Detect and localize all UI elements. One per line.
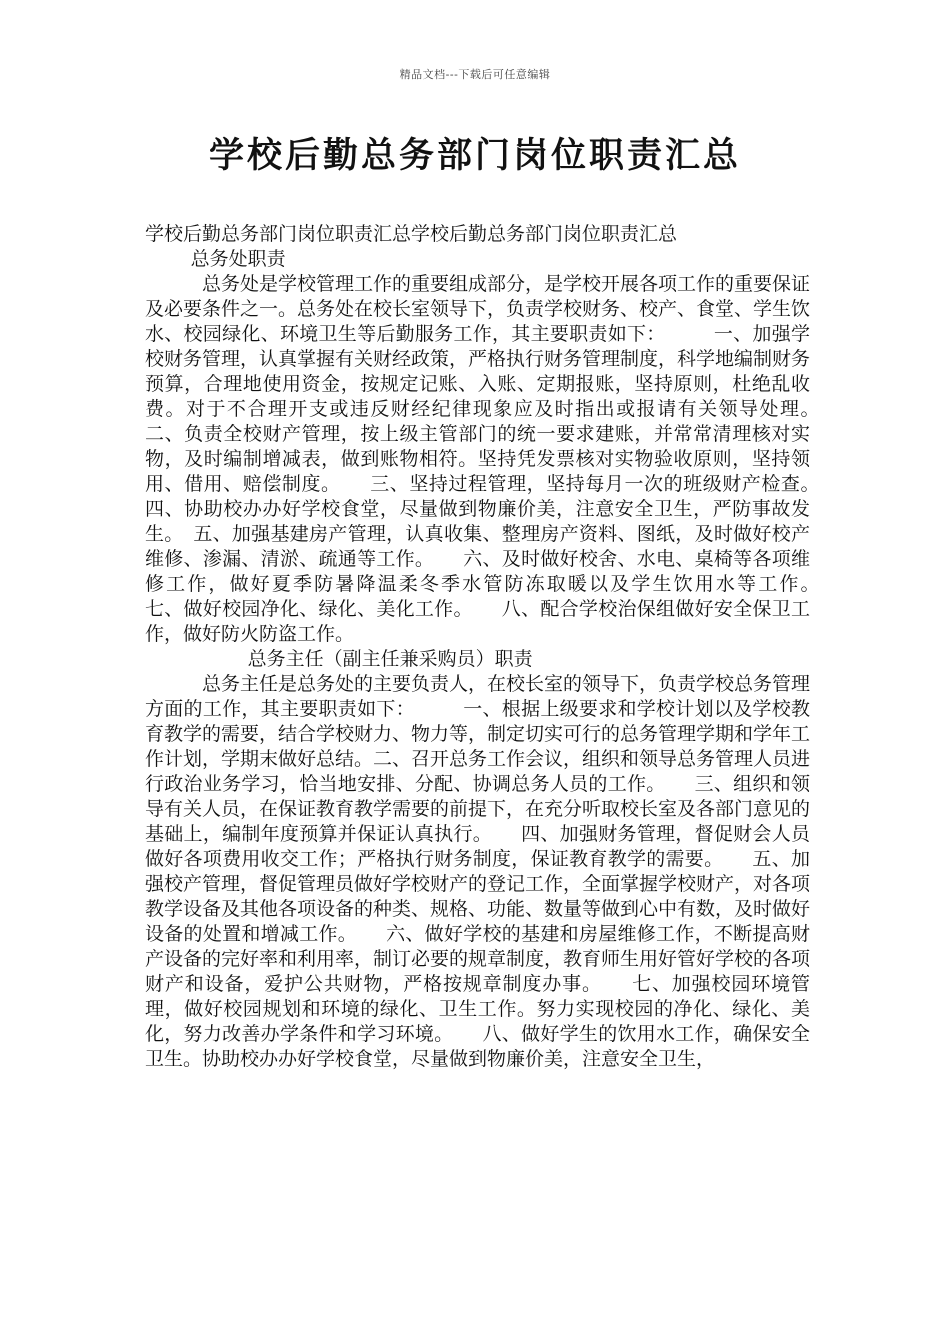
intro-line: 学校后勤总务部门岗位职责汇总学校后勤总务部门岗位职责汇总 bbox=[145, 223, 678, 245]
section-heading-general-affairs-director: 总务主任（副主任兼采购员）职责 bbox=[247, 648, 533, 670]
document-body bbox=[145, 222, 849, 1072]
section-body-general-affairs-director: 总务主任是总务处的主要负责人，在校长室的领导下，负责学校总务管理方面的工作，其主要职责如下： 一、根据上级要求和学校计划以及学校教育教学的需要，结合学校财力、物力等，制定切实可行的总务管理学期和学年工作计划，学期末做好总结。二、召开总务工作会议，组织和领导总务管理人员进行政治业务学习，恰当地安排、分配、协调总务人员的工作。 三、组织和领导有关人员，在保证教育教学需要的前提下，在充分听取校长室及各部门意见的基础上，编制年度预算并保证认真执行。 四、加强财务管理，督促财会人员做好各项费用收交工作；严格执行财务制度，保证教育教学的需要。 五、加强校产管理，督促管理员做好学校财产的登记工作，全面掌握学校财产，对各项教学设备及其他各项设备的种类、规格、功能、数量等做到心中有数，及时做好设备的处置和增减工作。 六、做好学校的基建和房屋维修工作，不断提高财产设备的完好率和利用率，制订必要的规章制度，教育师生用好管好学校的各项财产和设备，爱护公共财物，严格按规章制度办事。 七、加强校园环境管理，做好校园规划和环境的绿化、卫生工作。努力实现校园的净化、绿化、美化，努力改善办学条件和学习环境。 八、做好学生的饮用水工作，确保安全卫生。协助校办办好学校食堂，尽量做到物廉价美，注意安全卫生， bbox=[145, 673, 811, 1070]
section-body-general-affairs-office: 总务处是学校管理工作的重要组成部分，是学校开展各项工作的重要保证及必要条件之一。总务处在校长室领导下，负责学校财务、校产、食堂、学生饮水、校园绿化、环境卫生等后勤服务工作，其主要职责如下： 一、加强学校财务管理，认真掌握有关财经政策，严格执行财务管理制度，科学地编制财务预算，合理地使用资金，按规定记账、入账、定期报账，坚持原则，杜绝乱收费。对于不合理开支或违反财经纪律现象应及时指出或报请有关领导处理。 二、负责全校财产管理，按上级主管部门的统一要求建账，并常常清理核对实物，及时编制增减表，做到账物相符。坚持凭发票核对实物验收原则，坚持领用、借用、赔偿制度。 三、坚持过程管理，坚持每月一次的班级财产检查。 四、协助校办办好学校食堂，尽量做到物廉价美，注意安全卫生，严防事故发生。 五、加强基建房产管理，认真收集、整理房产资料、图纸，及时做好校产维修、渗漏、清淤、疏通等工作。 六、及时做好校舍、水电、桌椅等各项维修工作，做好夏季防暑降温柔冬季水管防冻取暖以及学生饮用水等工作。 七、做好校园净化、绿化、美化工作。 八、配合学校治保组做好安全保卫工作，做好防火防盗工作。 bbox=[145, 273, 849, 645]
page-header-watermark: 精品文档---下载后可任意编辑 bbox=[399, 68, 551, 81]
document-title: 学校后勤总务部门岗位职责汇总 bbox=[208, 136, 741, 176]
section-heading-general-affairs-office: 总务处职责 bbox=[190, 248, 286, 270]
